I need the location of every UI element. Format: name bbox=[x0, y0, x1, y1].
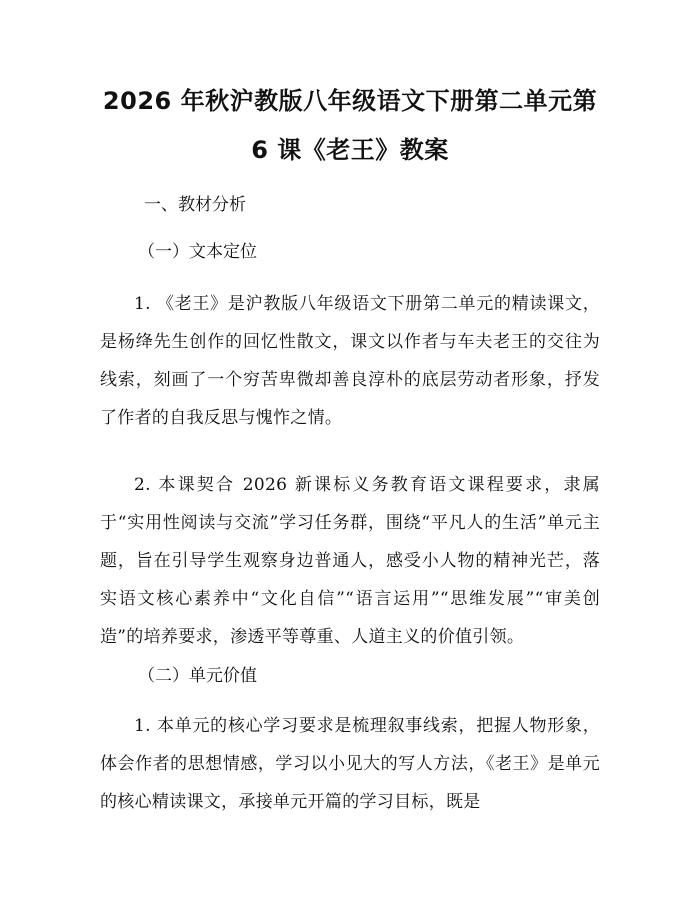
paragraph-3: 1. 本单元的核心学习要求是梳理叙事线索，把握人物形象，体会作者的思想情感，学习以小见大的写人方法，《老王》是单元的核心精读课文，承接单元开篇的学习目标，既是 bbox=[100, 716, 600, 812]
section-heading-textbook-analysis: 一、教材分析 bbox=[144, 195, 246, 215]
subsection-heading-unit-value: （二）单元价值 bbox=[138, 666, 257, 686]
document-title-line-2: 6 课《老王》教案 bbox=[251, 136, 449, 164]
subsection-heading-text-positioning: （一）文本定位 bbox=[138, 242, 257, 262]
paragraph-2: 2. 本课契合 2026 新课标义务教育语文课程要求，隶属于“实用性阅读与交流”学习任务群，围绕“平凡人的生活”单元主题，旨在引导学生观察身边普通人，感受小人物的精神光芒，落实语文核心素养中“文化自信”“语言运用”“思维发展”“审美创造”的培养要求，渗透平等尊重、人道主义的价值引领。 bbox=[100, 475, 600, 647]
paragraph-1: 1. 《老王》是沪教版八年级语文下册第二单元的精读课文，是杨绛先生创作的回忆性散文，课文以作者与车夫老王的交往为线索，刻画了一个穷苦卑微却善良淳朴的底层劳动者形象，抒发了作者的自我反思与愧怍之情。 bbox=[100, 294, 600, 428]
document-title-line-1: 2026 年秋沪教版八年级语文下册第二单元第 bbox=[102, 87, 598, 115]
